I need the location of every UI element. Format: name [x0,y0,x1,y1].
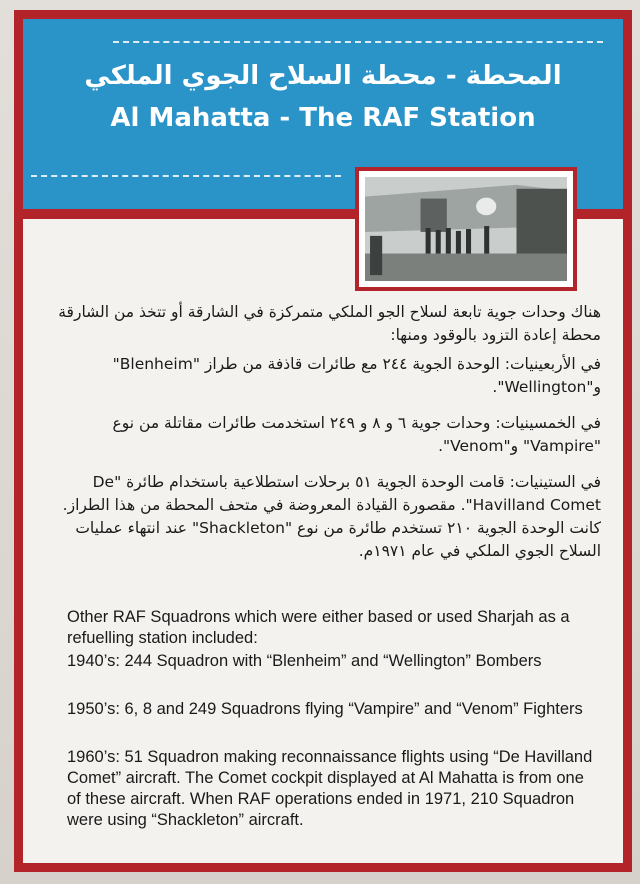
aircraft-photo-drawing [365,177,567,281]
historic-photo [355,167,577,291]
arabic-paragraph-1960s: في الستينيات: قامت الوحدة الجوية ٥١ برحلات استطلاعية باستخدام طائرة "De Havilland Comet". مقصورة القيادة المعروضة في متحف المحطة من هذا الطراز. كانت الوحدة الجوية ٢١٠ تستخدم طائرة من نوع "Shackleton" عند انتهاء عمليات السلاح الجوي الملكي في عام ١٩٧١م. [62,473,601,560]
arabic-paragraph-intro: هناك وحدات جوية تابعة لسلاح الجو الملكي متمركزة في الشارقة أو تتخذ من الشارقة محطة إعادة التزود بالوقود ومنها: [58,303,601,344]
bottom-dashed-line [31,175,341,177]
title-arabic: المحطة - محطة السلاح الجوي الملكي [84,61,562,91]
top-dashed-line [113,41,603,43]
english-paragraph-1950s: 1950’s: 6, 8 and 249 Squadrons flying “Vampire” and “Venom” Fighters [67,700,583,718]
english-paragraph-1960s: 1960’s: 51 Squadron making reconnaissance flights using “De Havilland Comet” aircraft. The Comet cockpit displayed at Al Mahatta is from one of these aircraft. When RAF operations ended in 1971, 210 Squadron were using “Shackleton” aircraft. [67,748,593,829]
aircraft-photo-image [365,177,567,281]
english-paragraph-intro: Other RAF Squadrons which were either based or used Sharjah as a refuelling station included: [67,608,570,647]
arabic-paragraph-1940s: في الأربعينيات: الوحدة الجوية ٢٤٤ مع طائرات قاذفة من طراز "Blenheim" و"Wellington". [112,355,601,396]
title-english: Al Mahatta - The RAF Station [110,103,536,133]
info-sign [14,10,632,872]
english-paragraph-1940s: 1940’s: 244 Squadron with “Blenheim” and “Wellington” Bombers [67,652,542,670]
arabic-paragraph-1950s: في الخمسينيات: وحدات جوية ٦ و ٨ و ٢٤٩ استخدمت طائرات مقاتلة من نوع "Vampire" و"Venom". [112,414,601,455]
